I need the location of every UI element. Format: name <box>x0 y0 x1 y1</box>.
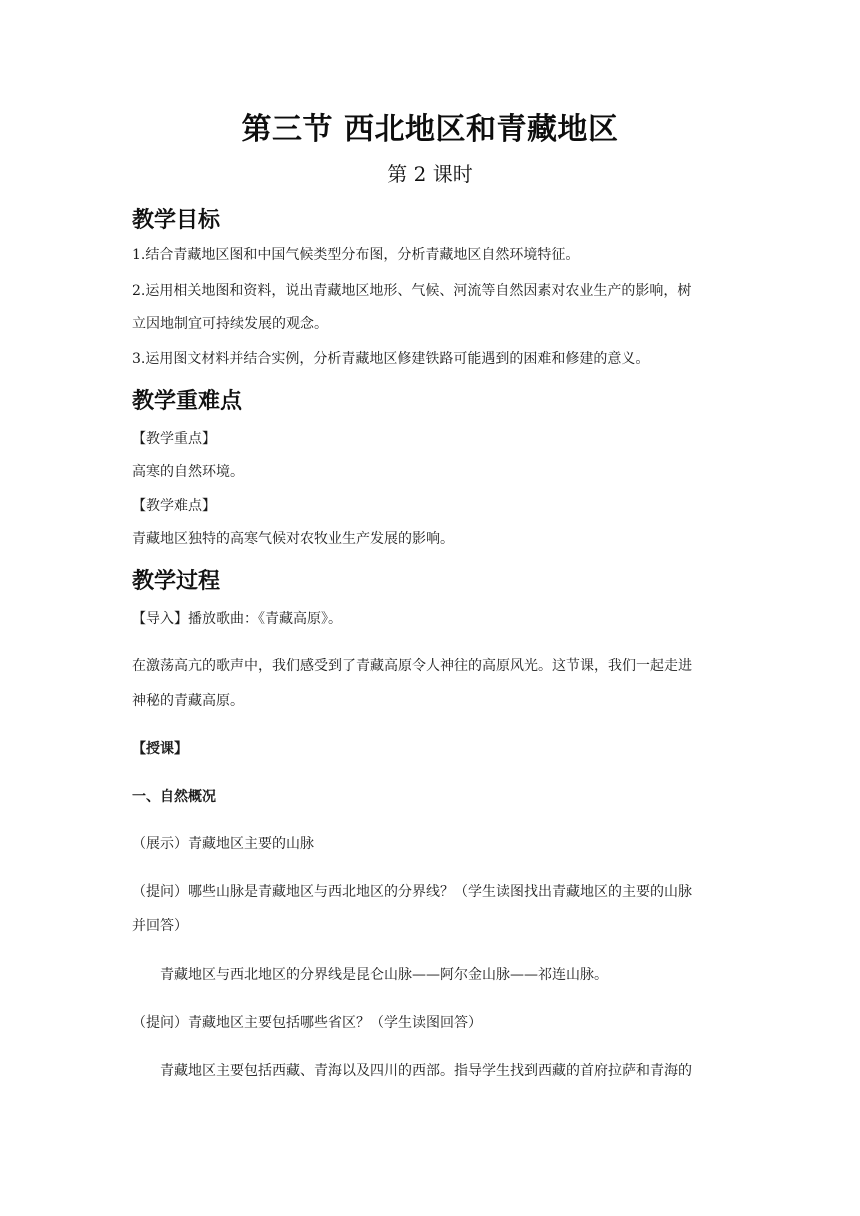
answer-boundary: 青藏地区与西北地区的分界线是昆仑山脉——阿尔金山脉——祁连山脉。 <box>160 967 608 983</box>
objective-item-3: 3.运用图文材料并结合实例，分析青藏地区修建铁路可能遇到的困难和修建的意义。 <box>132 351 650 367</box>
show-mountains: （展示）青藏地区主要的山脉 <box>132 836 314 852</box>
intro-line: 【导入】播放歌曲：《青藏高原》。 <box>132 611 342 627</box>
difficulty-text: 青藏地区独特的高寒气候对农牧业生产发展的影响。 <box>132 531 454 547</box>
ask-provinces: （提问）青藏地区主要包括哪些省区？（学生读图回答） <box>132 1015 482 1031</box>
intro-paragraph-line-1: 在激荡高亢的歌声中，我们感受到了青藏高原令人神往的高原风光。这节课，我们一起走进 <box>132 658 692 674</box>
process-heading: 教学过程 <box>132 568 221 594</box>
section-one-heading: 一、自然概况 <box>132 789 216 805</box>
focus-text: 高寒的自然环境。 <box>132 464 244 480</box>
document-title: 第三节 西北地区和青藏地区 <box>241 112 619 147</box>
ask-boundary-line-2: 并回答） <box>132 918 188 934</box>
objectives-heading: 教学目标 <box>132 207 221 233</box>
intro-paragraph-line-2: 神秘的青藏高原。 <box>132 693 244 709</box>
answer-provinces: 青藏地区主要包括西藏、青海以及四川的西部。指导学生找到西藏的首府拉萨和青海的 <box>160 1063 692 1079</box>
document-subtitle: 第 2 课时 <box>387 162 473 186</box>
objective-item-1: 1.结合青藏地区图和中国气候类型分布图，分析青藏地区自然环境特征。 <box>132 247 580 263</box>
difficulty-label: 【教学难点】 <box>132 498 216 514</box>
ask-boundary-line-1: （提问）哪些山脉是青藏地区与西北地区的分界线？（学生读图找出青藏地区的主要的山脉 <box>132 884 692 900</box>
objective-item-2: 2.运用相关地图和资料，说出青藏地区地形、气候、河流等自然因素对农业生产的影响，树 <box>132 283 692 299</box>
key-points-heading: 教学重难点 <box>132 388 243 414</box>
focus-label: 【教学重点】 <box>132 431 216 447</box>
lecture-label: 【授课】 <box>132 741 188 757</box>
objective-item-2-continued: 立因地制宜可持续发展的观念。 <box>132 316 328 332</box>
